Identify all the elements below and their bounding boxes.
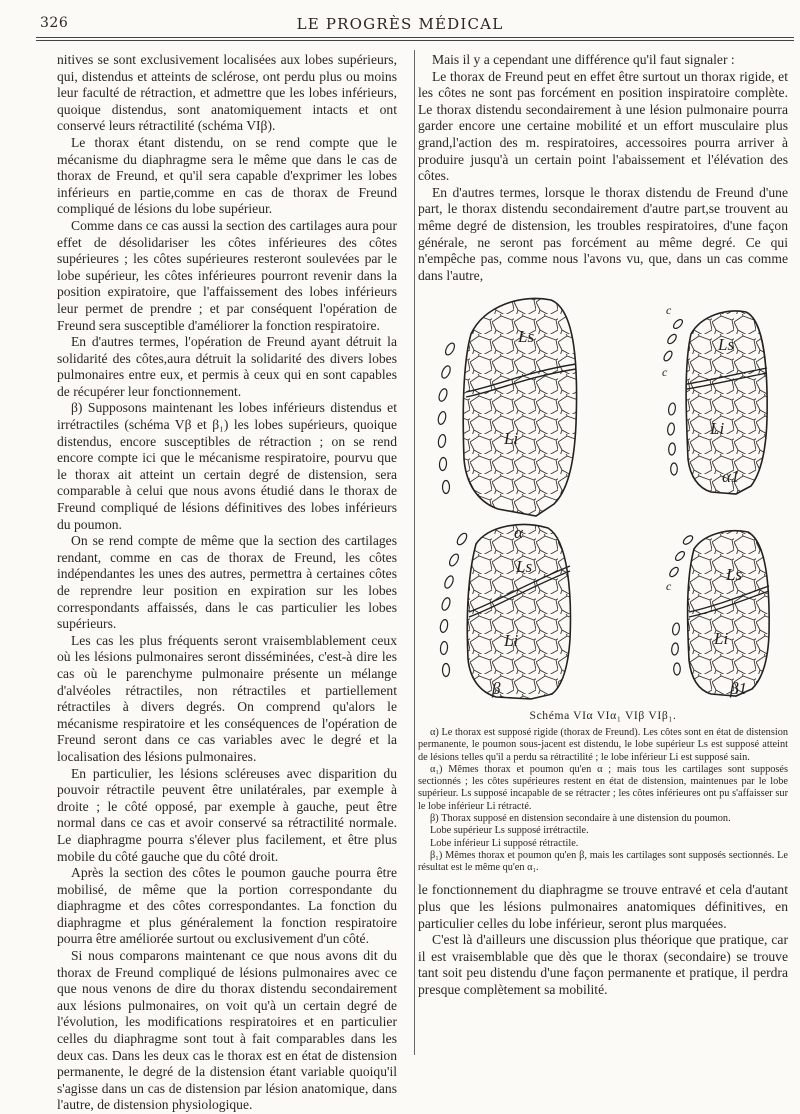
paragraph: En d'autres termes, lorsque le thorax distendu de Freund d'une part, le thorax distendu secondairement d'autre part,se trouvent au même degré de distension, les troubles respiratoires, d'une façon générale, ne seront pas forcément au même degré. Ce qui n'empêche pas, comme nous l'avons vu, que, dans un cas comme dans l'autre, (418, 184, 788, 283)
paragraph: Si nous comparons maintenant ce que nous avons dit du thorax de Freund compliqué de lésions pulmonaires avec ce que nous venons de dire du thorax distendu secondairement aux lésions pulmonaires, on voit qu'à un certain degré de l'évolution, les modifications respiratoires et en particulier celles du diaphragme sont tout à fait comparables dans les deux cas. Dans les deux cas le thorax est en état de distension permanente, le degré de la distension étant variable quoiqu'il s'agisse dans un cas de distension par lésion anatomique, dans l'autre, de distension physiologique. (57, 948, 397, 1113)
paragraph: nitives se sont exclusivement localisées aux lobes supérieurs, qui, distendus et atteints de sclérose, ont perdu plus ou moins leur faculté de rétraction, et admettre que les lobes inférieurs, quoique distendus, sont anatomiquement intacts et ont conservé leurs rétractilité (schéma VIβ). (57, 52, 397, 134)
paragraph: β) Supposons maintenant les lobes inférieurs distendus et irrétractiles (schéma Vβ et β₁) les lobes supérieurs, quoique distendus, encore susceptibles de rétraction ; on se rend encore compte ici que le mécanisme respiratoire, pourvu que le thorax ait atteint un certain degré de distension, sera comparable à celui que nous avons étudié dans le thorax de Freund compliqué de lésions définitives des lobes inférieurs du poumon. (57, 400, 397, 532)
header-rule (36, 40, 794, 41)
paragraph: Comme dans ce cas aussi la section des cartilages aura pour effet de désolidariser les côtes inférieures des côtes supérieures ; les côtes supérieures resteront soulevées par le lobe supérieur, les côtes inférieures pourront revenir dans la position expiratoire, que l'affaissement des lobes inférieurs leur permet de prendre ; et par conséquent l'opération de Freund sera susceptible d'améliorer la fonction respiratoire. (57, 217, 397, 333)
label-ls: Ls (718, 335, 735, 355)
label-alpha1: α1 (722, 467, 740, 487)
label-ls: Ls (516, 557, 533, 577)
legend-item: β₁) Mêmes thorax et poumon qu'en β, mais les cartilages sont supposés sectionnés. Le résultat est le même qu'en α₁. (418, 849, 788, 874)
label-beta1: β1 (730, 679, 747, 699)
column-divider (414, 50, 415, 1055)
label-li: Li (714, 629, 729, 649)
label-li: Li (710, 419, 725, 439)
legend-item: Lobe inférieur Li supposé rétractile. (430, 837, 579, 849)
right-column (418, 52, 788, 999)
schema-alpha1 (662, 303, 767, 494)
paragraph: C'est là d'ailleurs une discussion plus théorique que pratique, car il est vraisemblable que dès que le thorax (secondaire) se trouve tant soit peu distendu d'une façon permanente et pratique, il perdra presque complètement sa mobilité. (418, 932, 788, 998)
label-ls: Ls (518, 327, 535, 347)
schema-alpha (437, 299, 577, 543)
paragraph: En d'autres termes, l'opération de Freund ayant détruit la solidarité des côtes,aura détruit la solidarité des divers lobes pulmonaires entre eux, et permis à ceux qui en sont capables de récupérer leur fonctionnement. (57, 334, 397, 399)
paragraph: Mais il y a cependant une différence qu'il faut signaler : (432, 52, 735, 67)
paragraph: On se rend compte de même que la section des cartilages rendant, comme en cas de thorax de Freund, les côtes indépendantes les unes des autres, permettra à certaines côtes de reprendre leur position en expiration sur les lobes correspondants affaissés, dans le cas particulier les lobes supérieurs. (57, 533, 397, 632)
paragraph: En particulier, les lésions scléreuses avec disparition du pouvoir rétractile peuvent être unilatérales, par exemple à droite ; le côté opposé, par exemple à gauche, peut être normal dans ce cas et avoir conservé sa rétractilité normale. Le diaphragme pourra s'élever plus facilement, et être plus mobile du côté gauche que du côté droit. (57, 765, 397, 864)
running-title: LE PROGRÈS MÉDICAL (296, 15, 504, 33)
cartilage-mark: c (666, 579, 672, 594)
schema-beta (439, 525, 570, 699)
legend-item: Lobe supérieur Ls supposé irrétractile. (430, 825, 589, 837)
label-beta: β (492, 679, 501, 699)
figure-caption: Schéma VIα VIα₁ VIβ VIβ₁. (529, 709, 677, 723)
cartilage-mark: c (662, 365, 668, 380)
paragraph: Le thorax de Freund peut en effet être surtout un thorax rigide, et les côtes ne sont pas forcément en position inspiratoire complète. Le thorax distendu secondairement à une lésion pulmonaire pourra garder encore une certaine mobilité et un effort musculaire plus grand,l'action des m. respiratoires, accessoires pourra arriver à produire jusqu'à un certain point l'abaissement et l'élévation des côtes. (418, 68, 788, 184)
paragraph: Le thorax étant distendu, on se rend compte que le mécanisme du diaphragme sera le même que dans le cas de thorax de Freund, et qu'il sera capable d'exprimer les lobes inférieurs en partie,comme en cas de thorax de Freund compliqué de lésions du lobe supérieur. (57, 134, 397, 217)
paragraph: Les cas les plus fréquents seront vraisemblablement ceux où les lésions pulmonaires seront disséminées, c'est-à dire les cas où le parenchyme pulmonaire présente un mélange d'alvéoles rétractiles, non rétractiles et partiellement rétractiles à divers degrés. On comprend qu'alors le mécanisme respiratoire et les conséquences de l'opération de Freund seront dans ce cas variables avec le degré et la localisation des lésions pulmonaires. (57, 632, 397, 764)
label-li: Li (504, 429, 519, 449)
header-rule (36, 37, 794, 38)
page-number: 326 (40, 15, 69, 31)
paragraph: Après la section des côtes le poumon gauche pourra être mobilisé, de même que la portion correspondante du diaphragme et des côtes correspondantes. La fonction du diaphragme et plus généralement la fonction respiratoire pourra être améliorée surtout ou exclusivement d'un côté. (57, 865, 397, 947)
legend-item: α₁) Mêmes thorax et poumon qu'en α ; mais tous les cartilages sont supposés sectionnés ; les côtes supérieures restent en état de distension, maintenues par le lobe supérieur. Ls supposé incapable de se rétracter ; les côtes inférieures ont pu s'affaisser sur le lobe inférieur Li rétracté. (418, 763, 788, 812)
paragraph: le fonctionnement du diaphragme se trouve entravé et cela d'autant plus que les lésions pulmonaires anatomiques définitives, en particulier celles du lobe inférieur, seront plus marquées. (418, 882, 788, 931)
label-li: Li (504, 631, 519, 651)
legend-item: β) Thorax supposé en distension secondaire à une distension du poumon. (430, 812, 731, 824)
left-column (57, 52, 397, 1114)
figure-legend (418, 727, 788, 875)
schema-beta1 (666, 531, 769, 698)
legend-item: α) Le thorax est supposé rigide (thorax de Freund). Les côtes sont en état de distension permanente, le poumon sous-jacent est distendu, le lobe supérieur Ls est supposé atteint de lésions telles qu'il a perdu sa rétractilité ; le lobe inférieur Li est supposé sain. (418, 726, 788, 763)
lung-schema-figure (426, 294, 780, 704)
label-ls: Ls (726, 565, 743, 585)
cartilage-mark: c (666, 303, 672, 318)
